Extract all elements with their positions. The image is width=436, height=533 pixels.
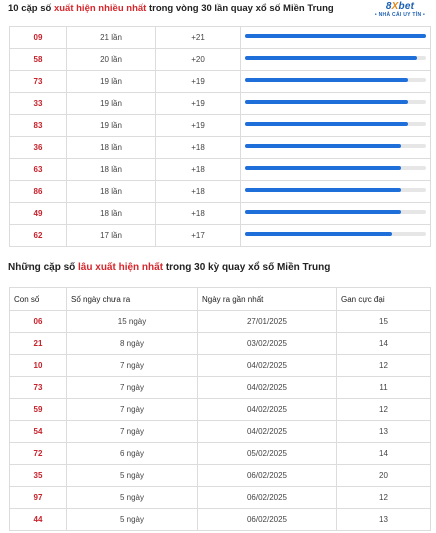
pair-number: 72 (10, 443, 67, 465)
table-row (10, 377, 431, 399)
table-row (10, 181, 431, 203)
frequency-bar-track (245, 144, 426, 148)
header-last-date: Ngày ra gần nhất (198, 288, 337, 311)
pair-number: 33 (10, 93, 67, 115)
frequency-bar-fill (245, 188, 401, 192)
frequency-bar-track (245, 166, 426, 170)
last-seen-date: 04/02/2025 (198, 399, 337, 421)
pair-number: 10 (10, 355, 67, 377)
frequency-bar-cell (241, 93, 431, 115)
frequency-bar-track (245, 78, 426, 82)
pair-number: 86 (10, 181, 67, 203)
days-absent: 5 ngày (67, 465, 198, 487)
title-suffix: trong 30 kỳ quay xổ số Miền Trung (163, 262, 331, 273)
frequency-bar-cell (241, 225, 431, 247)
last-seen-date: 27/01/2025 (198, 311, 337, 333)
occurrence-diff: +19 (156, 115, 241, 137)
last-seen-date: 04/02/2025 (198, 421, 337, 443)
max-gap: 14 (337, 333, 431, 355)
section-title-most-frequent (8, 3, 334, 14)
occurrence-count: 21 lần (67, 27, 156, 49)
frequency-bar-fill (245, 100, 408, 104)
table-row (10, 443, 431, 465)
pair-number: 97 (10, 487, 67, 509)
pair-number: 49 (10, 203, 67, 225)
absent-pairs-table (9, 287, 431, 531)
occurrence-diff: +18 (156, 137, 241, 159)
pair-number: 58 (10, 49, 67, 71)
brand-logo[interactable] (370, 1, 430, 21)
table-row (10, 93, 431, 115)
occurrence-count: 19 lần (67, 115, 156, 137)
days-absent: 5 ngày (67, 487, 198, 509)
max-gap: 15 (337, 311, 431, 333)
frequency-bar-cell (241, 49, 431, 71)
table-row (10, 225, 431, 247)
pair-number: 44 (10, 509, 67, 531)
table-row (10, 27, 431, 49)
last-seen-date: 04/02/2025 (198, 355, 337, 377)
pair-number: 63 (10, 159, 67, 181)
logo-tagline: • NHÀ CÁI UY TÍN • (374, 12, 426, 18)
days-absent: 5 ngày (67, 509, 198, 531)
max-gap: 13 (337, 421, 431, 443)
table-row (10, 465, 431, 487)
occurrence-count: 19 lần (67, 71, 156, 93)
frequency-bar-cell (241, 27, 431, 49)
last-seen-date: 06/02/2025 (198, 465, 337, 487)
pair-number: 73 (10, 71, 67, 93)
occurrence-count: 18 lần (67, 137, 156, 159)
max-gap: 13 (337, 509, 431, 531)
occurrence-diff: +17 (156, 225, 241, 247)
days-absent: 8 ngày (67, 333, 198, 355)
frequency-bar-track (245, 210, 426, 214)
pair-number: 59 (10, 399, 67, 421)
pair-number: 36 (10, 137, 67, 159)
pair-number: 54 (10, 421, 67, 443)
frequency-bar-track (245, 56, 426, 60)
occurrence-diff: +18 (156, 159, 241, 181)
frequency-bar-track (245, 34, 426, 38)
frequency-bar-cell (241, 159, 431, 181)
frequency-bar-track (245, 122, 426, 126)
table-row (10, 509, 431, 531)
occurrence-diff: +18 (156, 203, 241, 225)
frequency-bar-fill (245, 144, 401, 148)
occurrence-count: 18 lần (67, 159, 156, 181)
section-title-longest-absent (8, 262, 330, 273)
header-max-gap: Gan cực đại (337, 288, 431, 311)
frequency-bar-cell (241, 115, 431, 137)
title-prefix: Những cặp số (8, 262, 79, 273)
occurrence-count: 17 lần (67, 225, 156, 247)
table-row (10, 203, 431, 225)
occurrence-diff: +20 (156, 49, 241, 71)
last-seen-date: 05/02/2025 (198, 443, 337, 465)
frequency-bar-cell (241, 203, 431, 225)
occurrence-count: 19 lần (67, 93, 156, 115)
logo-wordmark: 8Xbet (385, 1, 415, 12)
table-row (10, 311, 431, 333)
pair-number: 06 (10, 311, 67, 333)
days-absent: 7 ngày (67, 355, 198, 377)
table-row (10, 159, 431, 181)
header-number: Con số (10, 288, 67, 311)
title-prefix: 10 cặp số (8, 3, 54, 14)
table-row (10, 355, 431, 377)
table-row (10, 115, 431, 137)
frequency-bar-fill (245, 56, 417, 60)
table-row (10, 137, 431, 159)
pair-number: 35 (10, 465, 67, 487)
occurrence-diff: +19 (156, 71, 241, 93)
occurrence-count: 18 lần (67, 181, 156, 203)
occurrence-diff: +21 (156, 27, 241, 49)
frequency-bar-cell (241, 181, 431, 203)
table-row (10, 49, 431, 71)
table-row (10, 71, 431, 93)
occurrence-count: 18 lần (67, 203, 156, 225)
title-suffix: trong vòng 30 lần quay xổ số Miền Trung (146, 3, 334, 14)
table-row (10, 487, 431, 509)
occurrence-count: 20 lần (67, 49, 156, 71)
table-row (10, 421, 431, 443)
days-absent: 6 ngày (67, 443, 198, 465)
last-seen-date: 04/02/2025 (198, 377, 337, 399)
title-highlight: lâu xuất hiện nhất (78, 262, 164, 273)
days-absent: 7 ngày (67, 421, 198, 443)
days-absent: 7 ngày (67, 377, 198, 399)
last-seen-date: 03/02/2025 (198, 333, 337, 355)
pair-number: 83 (10, 115, 67, 137)
last-seen-date: 06/02/2025 (198, 487, 337, 509)
frequency-bar-fill (245, 166, 401, 170)
pair-number: 21 (10, 333, 67, 355)
max-gap: 14 (337, 443, 431, 465)
pair-number: 09 (10, 27, 67, 49)
max-gap: 12 (337, 399, 431, 421)
frequency-bar-fill (245, 34, 426, 38)
max-gap: 20 (337, 465, 431, 487)
frequency-bar-track (245, 188, 426, 192)
occurrence-diff: +19 (156, 93, 241, 115)
max-gap: 11 (337, 377, 431, 399)
frequency-bar-cell (241, 71, 431, 93)
frequency-bar-cell (241, 137, 431, 159)
pair-number: 62 (10, 225, 67, 247)
max-gap: 12 (337, 487, 431, 509)
days-absent: 7 ngày (67, 399, 198, 421)
table-header-row (10, 288, 431, 311)
table-row (10, 333, 431, 355)
frequency-bar-fill (245, 78, 408, 82)
frequency-bar-fill (245, 122, 408, 126)
frequency-bar-fill (245, 210, 401, 214)
table-row (10, 399, 431, 421)
last-seen-date: 06/02/2025 (198, 509, 337, 531)
occurrence-diff: +18 (156, 181, 241, 203)
title-highlight: xuất hiện nhiều nhất (53, 3, 147, 14)
frequency-bar-track (245, 100, 426, 104)
frequent-pairs-table (9, 26, 431, 247)
days-absent: 15 ngày (67, 311, 198, 333)
pair-number: 73 (10, 377, 67, 399)
frequency-bar-fill (245, 232, 392, 236)
max-gap: 12 (337, 355, 431, 377)
header-days-absent: Số ngày chưa ra (67, 288, 198, 311)
frequency-bar-track (245, 232, 426, 236)
